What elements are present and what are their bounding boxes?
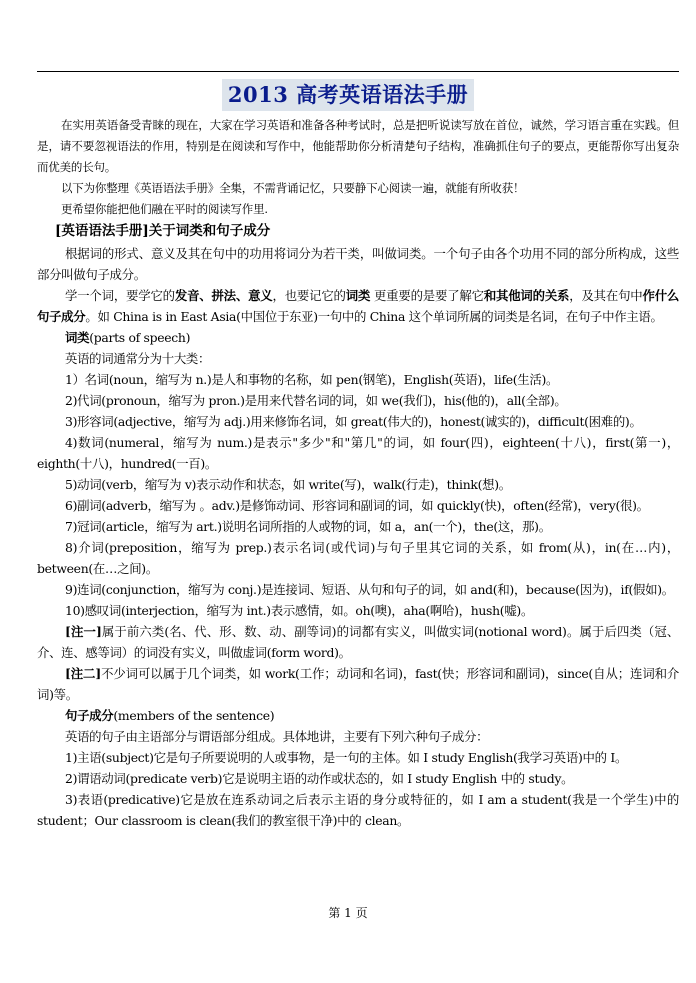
pos-heading: 词类(parts of speech)	[65, 330, 191, 345]
pos-item-noun: 1）名词(noun，缩写为 n.)是人和事物的名称，如 pen(钢笔)，English(英语)，life(生活)。	[65, 372, 559, 387]
pos-item-adjective: 3)形容词(adjective，缩写为 adj.)用来修饰名词，如 great(伟大的)，honest(诚实的)，difficult(困难的)。	[65, 414, 642, 429]
paragraph-learning-words: 学一个词，要学它的发音、拼法、意义，也要记它的词类 更重要的是要了解它和其他词的关系，及其在句中作什么句子成分。如 China is in East Asia(中国位于东亚)一句中的 China 这个单词所属的词类是名词，在句子中作主语。	[37, 288, 680, 324]
intro-paragraph-3: 更希望你能把他们融在平时的阅读写作里.	[61, 202, 268, 216]
pos-intro: 英语的词通常分为十大类：	[65, 351, 211, 366]
intro-paragraph-2: 以下为你整理《英语语法手册》全集，不需背诵记忆，只要静下心阅读一遍，就能有所收获！	[61, 181, 525, 195]
section-heading: [英语语法手册]关于词类和句子成分	[55, 223, 271, 239]
member-item-predicate: 2)谓语动词(predicate verb)它是说明主语的动作或状态的，如 I study English 中的 study。	[65, 771, 574, 786]
members-heading: 句子成分(members of the sentence)	[65, 708, 275, 723]
note-two: [注二]不少词可以属于几个词类，如 work(工作；动词和名词)，fast(快；形容词和副词)，since(自从；连词和介词)等。	[37, 666, 679, 702]
pos-item-interjection: 10)感叹词(interjection，缩写为 int.)表示感情，如。oh(噢)，aha(啊哈)，hush(嘘)。	[65, 603, 534, 618]
document-title: 2013 高考英语语法手册	[222, 79, 474, 111]
pos-item-adverb: 6)副词(adverb，缩写为 。adv.)是修饰动词、形容词和副词的词，如 quickly(快)，often(经常)，very(很)。	[65, 498, 649, 513]
title-block	[0, 79, 696, 111]
document-body	[37, 115, 679, 831]
header-rule	[37, 71, 679, 72]
pos-item-numeral: 4)数词(numeral，缩写为 num.)是表示"多少"和"第几"的词，如 four(四)，eighteen(十八)，first(第一)，eighth(十八)，hundred(一百)。	[37, 435, 679, 471]
note-one: [注一]属于前六类(名、代、形、数、动、副等词)的词都有实义，叫做实词(notional word)。属于后四类（冠、介、连、感等词）的词没有实义，叫做虚词(form word)。	[37, 624, 679, 660]
pos-item-preposition: 8)介词(preposition，缩写为 prep.)表示名词(或代词)与句子里其它词的关系，如 from(从)，in(在…内)，between(在…之间)。	[37, 540, 679, 576]
paragraph-word-classes: 根据词的形式、意义及其在句中的功用将词分为若干类，叫做词类。一个句子由各个功用不同的部分所构成，这些部分叫做句子成分。	[37, 246, 679, 282]
member-item-predicative: 3)表语(predicative)它是放在连系动词之后表示主语的身分或特征的，如 I am a student(我是一个学生)中的 student；Our classroom is clean(我们的教室很干净)中的 clean。	[37, 792, 679, 828]
pos-item-verb: 5)动词(verb，缩写为 v)表示动作和状态，如 write(写)，walk(行走)，think(想)。	[65, 477, 511, 492]
pos-item-conjunction: 9)连词(conjunction，缩写为 conj.)是连接词、短语、从句和句子的词，如 and(和)，because(因为)，if(假如)。	[65, 582, 674, 597]
intro-paragraph-1: 在实用英语备受青睐的现在，大家在学习英语和准备各种考试时，总是把听说读写放在首位，诚然，学习语言重在实践。但是，请不要忽视语法的作用，特别是在阅读和写作中，他能帮助你分析清楚句子结构，准确抓住句子的要点，更能帮你写出复杂而优美的长句。	[37, 118, 679, 174]
page-number: 第 1 页	[328, 906, 368, 920]
pos-item-pronoun: 2)代词(pronoun，缩写为 pron.)是用来代替名词的词，如 we(我们)，his(他的)，all(全部)。	[65, 393, 567, 408]
member-item-subject: 1)主语(subject)它是句子所要说明的人或事物，是一句的主体。如 I study English(我学习英语)中的 I。	[65, 750, 628, 765]
pos-item-article: 7)冠词(article，缩写为 art.)说明名词所指的人或物的词，如 a，an(一个)，the(这，那)。	[65, 519, 551, 534]
members-intro: 英语的句子由主语部分与谓语部分组成。具体地讲，主要有下列六种句子成分：	[65, 729, 489, 744]
